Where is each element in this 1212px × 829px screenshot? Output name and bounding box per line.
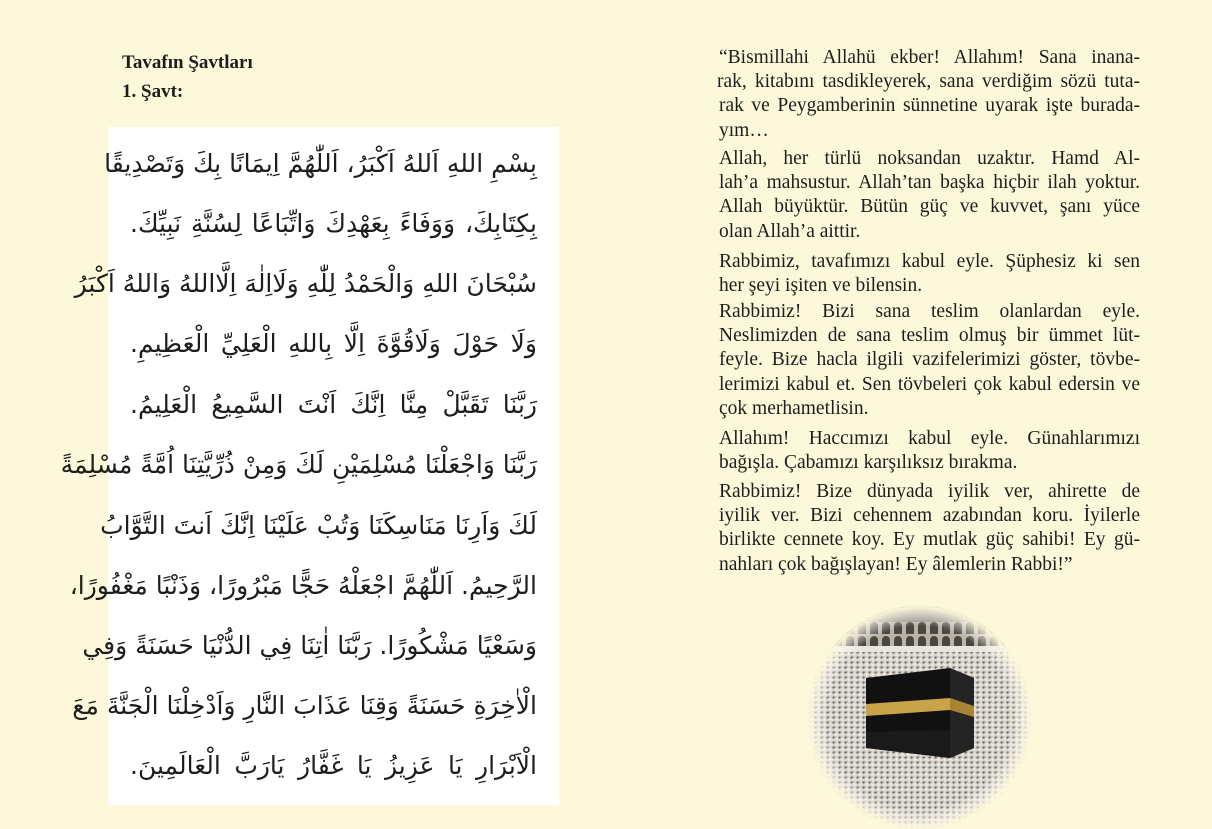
translation-line: “Bismillahi Allahü ekber! Allahım! Sana inana- <box>719 47 1140 68</box>
translation-line: çok merhametlisin. <box>719 397 869 419</box>
translation-line: Allah, her türlü noksandan uzaktır. Hamd Al- <box>719 148 1140 169</box>
arabic-line: وَلَا حَوْلَ وَلَاقُوَّةَ اِلَّا بِاللهِ الْعَلِيِّ الْعَظِيمِ. <box>130 329 537 358</box>
translation-line: feyle. Bize hacla ilgili vazifelerimizi göster, tövbe- <box>719 349 1140 371</box>
translation-paragraph <box>719 147 1140 244</box>
translation-paragraph <box>719 300 1140 421</box>
arabic-line: الْاَبْرَارِ يَا عَزِيزُ يَا غَفَّارُ يَارَبَّ الْعَالَمِينَ. <box>130 751 537 780</box>
arabic-line: الرَّحِيمُ. اَللّٰهُمَّ اجْعَلْهُ حَجًّا مَبْرُورًا، وَذَنْبًا مَغْفُورًا، <box>69 571 537 600</box>
arabic-prayer-box <box>60 127 559 805</box>
translation-line: birlikte cennete koy. Ey mutlak güç sahibi! Ey gü- <box>719 529 1140 551</box>
arabic-line: الْاٰخِرَةِ حَسَنَةً وَقِنَا عَذَابَ النَّارِ وَاَدْخِلْنَا الْجَنَّةَ مَعَ <box>72 691 537 720</box>
translation-line: lerimizi kabul et. Sen tövbeleri çok kabul edersin ve <box>719 373 1140 395</box>
arabic-line: بِسْمِ اللهِ اَللهُ اَكْبَرُ، اَللّٰهُمَّ اِيمَانًا بِكَ وَتَصْدِيقًا <box>104 149 537 178</box>
translation-line: Rabbimiz, tavafımızı kabul eyle. Şüphesiz ki sen <box>719 251 1140 272</box>
kaaba-photo <box>808 606 1031 829</box>
translation-line: rak ve Peygamberinin sünnetine uyarak işte burada- <box>719 95 1140 117</box>
translation-line: Allah büyüktür. Bütün güç ve kuvvet, şanı yüce <box>719 196 1140 218</box>
translation-line: her şeyi işiten ve bilensin. <box>719 275 923 297</box>
arabic-line: رَبَّنَا تَقَبَّلْ مِنَّا اِنَّكَ اَنْتَ السَّمِيعُ الْعَلِيمُ. <box>130 390 537 419</box>
section-heading <box>122 48 253 106</box>
translation-paragraph <box>719 250 1140 298</box>
translation-line: Allahım! Haccımızı kabul eyle. Günahlarımızı <box>719 428 1140 449</box>
translation-paragraph <box>719 46 1140 143</box>
translation-paragraph <box>719 480 1140 577</box>
translation-line: nahları çok bağışlayan! Ey âlemlerin Rabbi!” <box>719 553 1073 575</box>
translation-line: yım… <box>719 119 769 141</box>
arabic-line: بِكِتَابِكَ، وَوَفَاءً بِعَهْدِكَ وَاتِّبَاعًا لِسُنَّةِ نَبِيِّكَ. <box>130 209 537 238</box>
section-subtitle: 1. Şavt: <box>122 81 184 102</box>
translation-line: bağışla. Çabamızı karşılıksız bırakma. <box>719 452 1018 474</box>
translation-line: lah’a mahsustur. Allah’tan başka hiçbir ilah yoktur. <box>719 172 1140 194</box>
translation-line: Rabbimiz! Bizi sana teslim olanlardan eyle. <box>719 301 1140 322</box>
page-title: Tavafın Şavtları <box>122 52 253 73</box>
arabic-line: رَبَّنَا وَاجْعَلْنَا مُسْلِمَيْنِ لَكَ وَمِنْ ذُرِّيَّتِنَا اُمَّةً مُسْلِمَةً <box>60 450 537 479</box>
arabic-line: سُبْحَانَ اللهِ وَالْحَمْدُ لِلّٰهِ وَلَااِلٰهَ اِلَّااللهُ وَاللهُ اَكْبَرُ <box>74 269 537 298</box>
arabic-line: لَكَ وَاَرِنَا مَنَاسِكَنَا وَتُبْ عَلَيْنَا اِنَّكَ اَنتَ التَّوَّابُ <box>100 511 537 540</box>
kaaba-illustration <box>808 606 1031 829</box>
translation-line: iyilik ver. Bizi cehennem azabından koru. İyilerle <box>719 505 1140 527</box>
translation-paragraph <box>719 427 1140 475</box>
translation-line: Rabbimiz! Bize dünyada iyilik ver, ahirette de <box>719 481 1140 502</box>
translation-line: olan Allah’a aittir. <box>719 220 861 242</box>
translation-line: rak, kitabını tasdikleyerek, sana verdiğim sözü tuta- <box>717 71 1140 93</box>
arabic-line: وَسَعْيًا مَشْكُورًا. رَبَّنَا اٰتِنَا فِي الدُّنْيَا حَسَنَةً وَفِي <box>82 631 537 660</box>
translation-line: Neslimizden de sana teslim olmuş bir ümmet lüt- <box>719 325 1140 347</box>
